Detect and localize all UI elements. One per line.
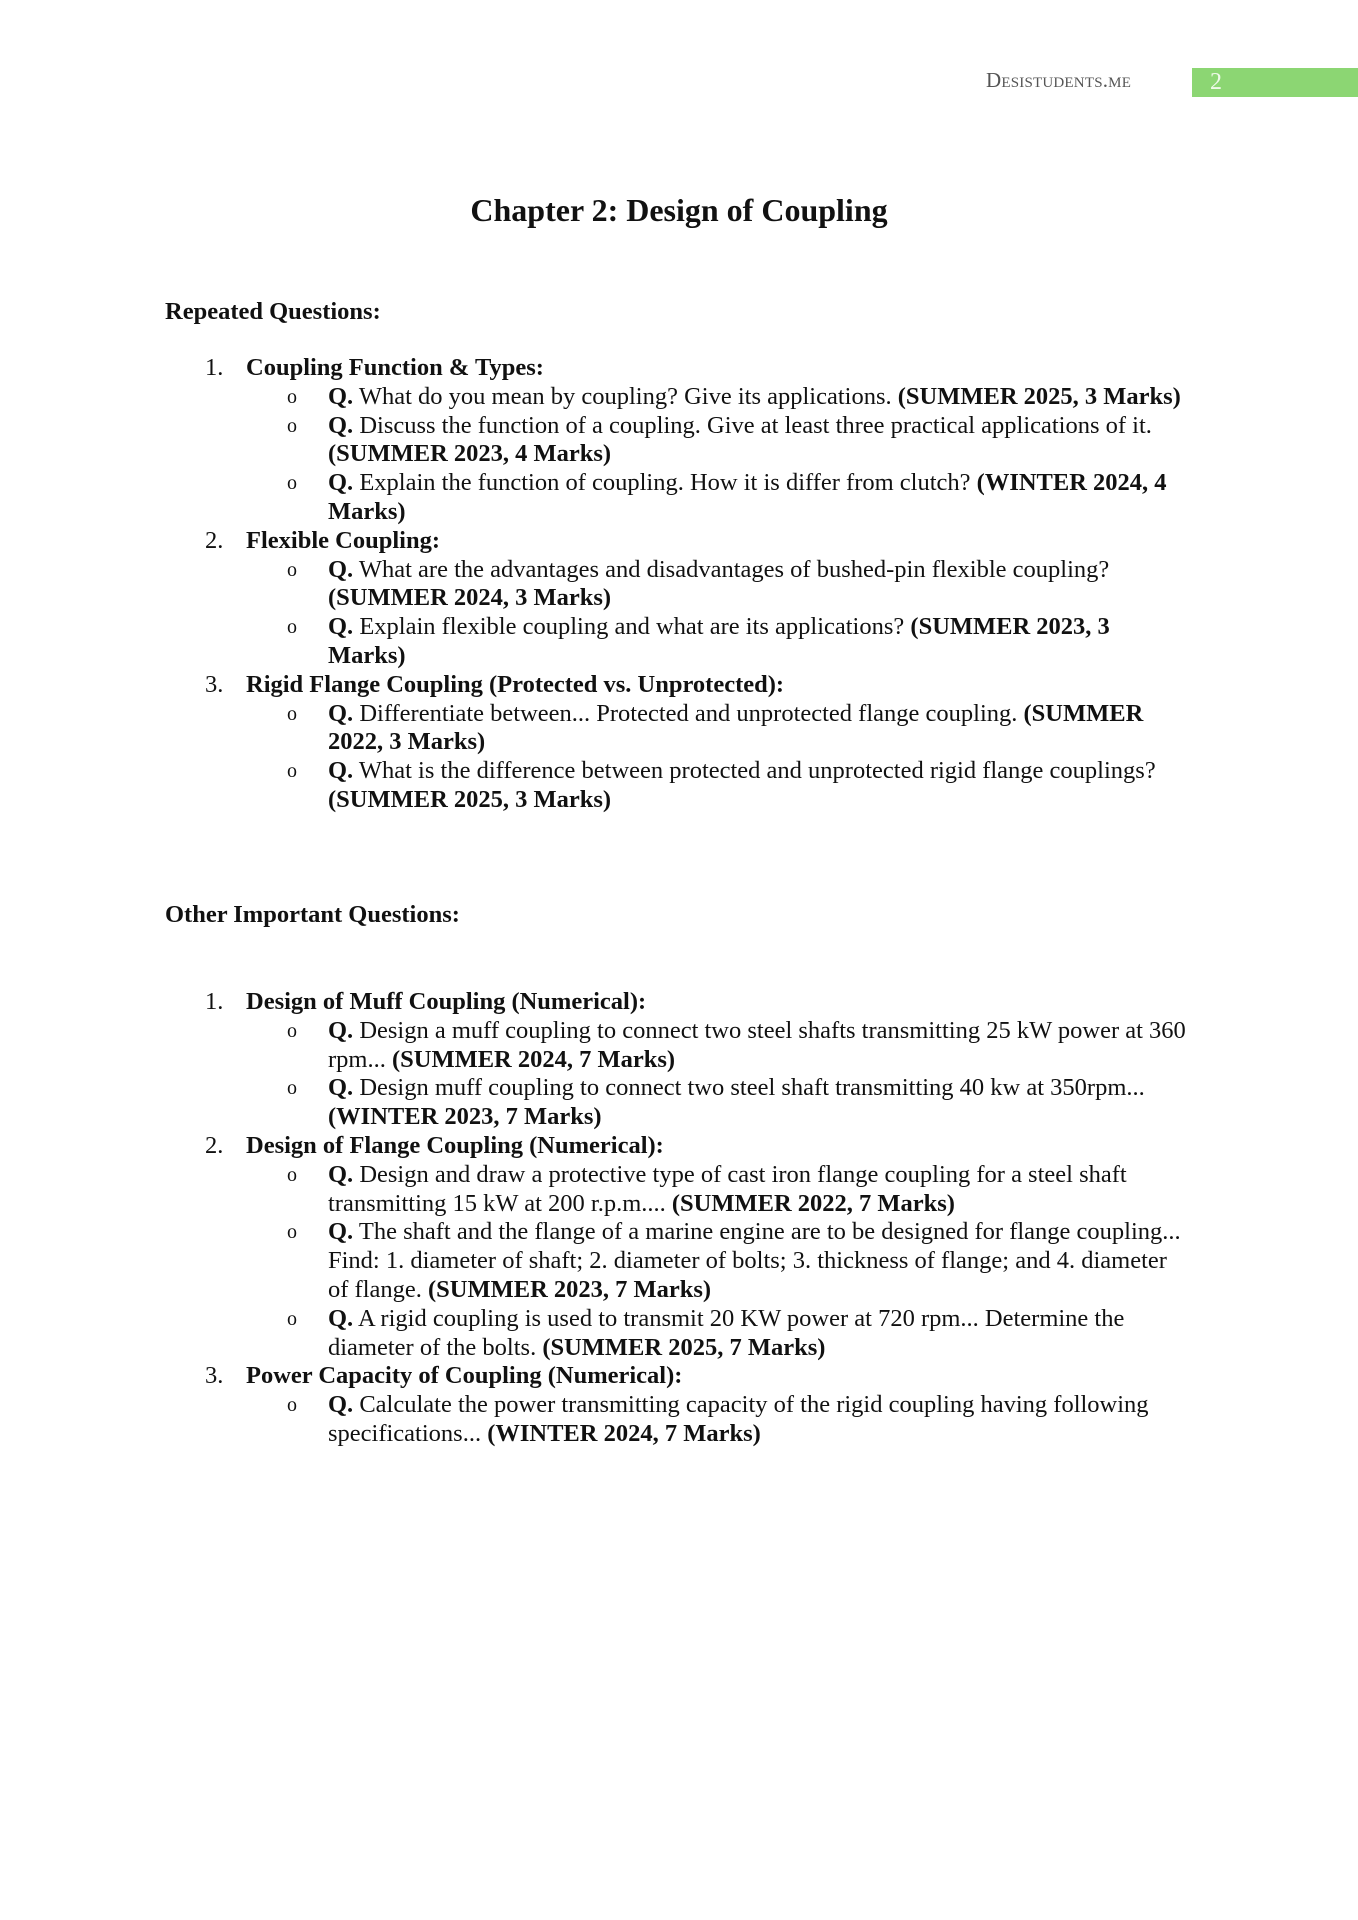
- question: [287, 1016, 1190, 1075]
- bullet-icon: o: [287, 1307, 297, 1330]
- item-title: Flexible Coupling:: [246, 526, 440, 554]
- bullet-icon: o: [287, 1394, 297, 1417]
- exam-tag: (SUMMER 2025, 3 Marks): [897, 382, 1181, 410]
- list-item: [0, 671, 1358, 815]
- question-text: What is the difference between protected and unprotected rigid flange couplings?: [353, 757, 1156, 785]
- item-number: 3.: [205, 670, 224, 698]
- question-text: A rigid coupling is used to transmit 20 KW power at 720 rpm... Determine the diameter of the bolts.: [328, 1304, 1125, 1361]
- bullet-icon: o: [287, 1163, 297, 1186]
- question: [287, 1391, 1190, 1449]
- question-prefix: Q.: [328, 1074, 354, 1102]
- bullet-icon: o: [287, 702, 297, 725]
- item-number: 3.: [205, 1362, 224, 1390]
- item-title: Power Capacity of Coupling (Numerical):: [246, 1362, 683, 1390]
- question-prefix: Q.: [328, 411, 354, 439]
- exam-tag: (WINTER 2024, 4 Marks): [328, 469, 1167, 525]
- question-prefix: Q.: [328, 1391, 354, 1419]
- question: [287, 1218, 1190, 1304]
- question: [287, 411, 1190, 470]
- bullet-icon: o: [287, 1221, 297, 1244]
- exam-tag: (SUMMER 2024, 7 Marks): [391, 1045, 676, 1073]
- question-prefix: Q.: [328, 1160, 354, 1188]
- other-questions-list: [0, 988, 1358, 1449]
- exam-tag: (WINTER 2023, 7 Marks): [328, 1103, 602, 1131]
- item-title: Design of Flange Coupling (Numerical):: [246, 1131, 664, 1159]
- list-item: [0, 354, 1358, 527]
- question: [287, 757, 1190, 815]
- question-text: What do you mean by coupling? Give its applications.: [353, 382, 898, 410]
- question: [287, 555, 1190, 614]
- list-item: [0, 527, 1358, 671]
- exam-tag: (SUMMER 2024, 3 Marks): [328, 584, 612, 612]
- list-item: [0, 1362, 1358, 1448]
- list-item: [0, 1132, 1358, 1362]
- question-text: Explain the function of coupling. How it is differ from clutch?: [353, 469, 977, 497]
- question: [287, 613, 1190, 671]
- exam-tag: (SUMMER 2023, 3 Marks): [328, 613, 1110, 669]
- question-prefix: Q.: [328, 1016, 354, 1044]
- bullet-icon: o: [287, 558, 297, 581]
- question-prefix: Q.: [328, 469, 354, 497]
- bullet-icon: o: [287, 414, 297, 437]
- question-prefix: Q.: [328, 757, 354, 785]
- repeated-questions-list: [0, 354, 1358, 815]
- item-number: 1.: [205, 988, 224, 1015]
- exam-tag: (SUMMER 2023, 4 Marks): [328, 440, 612, 468]
- bullet-icon: o: [287, 1077, 297, 1100]
- exam-tag: (WINTER 2024, 7 Marks): [487, 1419, 761, 1447]
- question: [287, 1304, 1190, 1363]
- site-name: Desistudents.me: [986, 68, 1132, 92]
- question-text: Discuss the function of a coupling. Give at least three practical applications of it.: [353, 411, 1152, 439]
- page-number: 2: [1210, 69, 1222, 95]
- question-prefix: Q.: [328, 613, 354, 641]
- question-text: Calculate the power transmitting capacity of the rigid coupling having following specifications...: [328, 1391, 1149, 1447]
- question-text: Explain flexible coupling and what are its applications?: [353, 613, 911, 641]
- bullet-icon: o: [287, 1019, 297, 1042]
- question-prefix: Q.: [328, 382, 354, 410]
- chapter-title: Chapter 2: Design of Coupling: [470, 192, 888, 228]
- question: [287, 382, 1190, 412]
- question-text: Differentiate between... Protected and unprotected flange coupling.: [353, 699, 1024, 727]
- question: [287, 699, 1190, 758]
- item-title: Rigid Flange Coupling (Protected vs. Unprotected):: [246, 670, 785, 698]
- item-number: 2.: [205, 526, 224, 554]
- question: [287, 469, 1190, 527]
- bullet-icon: o: [287, 472, 297, 495]
- item-title: Coupling Function & Types:: [246, 354, 544, 381]
- section-heading-other: Other Important Questions:: [165, 901, 460, 928]
- question: [287, 1074, 1190, 1132]
- item-number: 1.: [205, 354, 224, 381]
- question-text: Design and draw a protective type of cast iron flange coupling for a steel shaft transmitting 15 kW at 200 r.p.m....: [328, 1160, 1127, 1217]
- exam-tag: (SUMMER 2025, 3 Marks): [328, 785, 612, 813]
- section-heading-repeated: Repeated Questions:: [165, 298, 381, 325]
- exam-tag: (SUMMER 2022, 7 Marks): [671, 1189, 955, 1217]
- exam-tag: (SUMMER 2023, 7 Marks): [428, 1275, 712, 1303]
- question-text: Design a muff coupling to connect two steel shafts transmitting 25 kW power at 360 rpm...: [328, 1016, 1186, 1073]
- question-text: The shaft and the flange of a marine engine are to be designed for flange coupling... Find: 1. diameter of shaft; 2. diameter of bolts; 3. thickness of flange; and 4. diameter of flange.: [328, 1218, 1181, 1303]
- question-text: What are the advantages and disadvantages of bushed-pin flexible coupling?: [353, 555, 1110, 583]
- question-prefix: Q.: [328, 555, 354, 583]
- exam-tag: (SUMMER 2022, 3 Marks): [328, 699, 1144, 756]
- exam-tag: (SUMMER 2025, 7 Marks): [542, 1333, 826, 1361]
- item-number: 2.: [205, 1131, 224, 1159]
- question: [287, 1160, 1190, 1219]
- list-item: [0, 988, 1358, 1132]
- bullet-icon: o: [287, 616, 297, 639]
- page-number-badge: [1192, 68, 1358, 97]
- item-title: Design of Muff Coupling (Numerical):: [246, 988, 647, 1015]
- question-prefix: Q.: [328, 1218, 354, 1246]
- bullet-icon: o: [287, 385, 297, 408]
- bullet-icon: o: [287, 760, 297, 783]
- question-prefix: Q.: [328, 1304, 354, 1332]
- question-prefix: Q.: [328, 699, 354, 727]
- question-text: Design muff coupling to connect two steel shaft transmitting 40 kw at 350rpm...: [353, 1074, 1145, 1102]
